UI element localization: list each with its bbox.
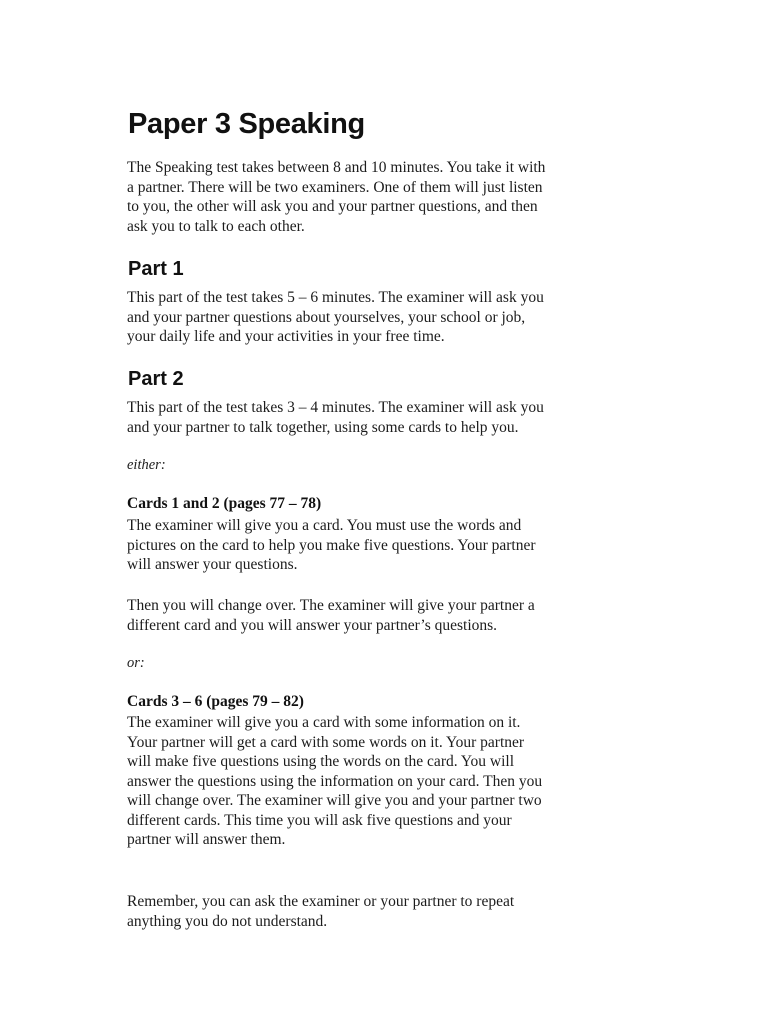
cards-a-paragraph	[127, 516, 536, 575]
cards-b-line: answer the questions using the information on your card. Then you	[127, 772, 543, 790]
cards-b-line: will change over. The examiner will give you and your partner two	[127, 792, 542, 809]
intro-line: a partner. There will be two examiners. One of them will just listen	[127, 178, 543, 196]
cards-a-line: will answer your questions.	[127, 556, 298, 573]
part1-paragraph	[127, 288, 544, 347]
intro-line: to you, the other will ask you and your partner questions, and then	[127, 198, 538, 215]
or-label: or:	[127, 655, 145, 671]
part1-heading: Part 1	[128, 258, 184, 280]
cards-a-line: pictures on the card to help you make five questions. Your partner	[127, 536, 536, 554]
cards-a-line: Then you will change over. The examiner will give your partner a	[127, 597, 535, 614]
part2-line: This part of the test takes 3 – 4 minutes. The examiner will ask you	[127, 399, 544, 416]
part2-paragraph	[127, 398, 544, 437]
cards-a-line: different card and you will answer your partner’s questions.	[127, 616, 498, 634]
remember-paragraph	[127, 892, 514, 931]
either-label: either:	[127, 457, 166, 473]
intro-line: The Speaking test takes between 8 and 10 minutes. You take it with	[127, 159, 546, 176]
part1-line: and your partner questions about yourselves, your school or job,	[127, 308, 526, 326]
remember-line: Remember, you can ask the examiner or your partner to repeat	[127, 893, 515, 910]
cards-b-heading: Cards 3 – 6 (pages 79 – 82)	[127, 693, 304, 710]
cards-a-line: The examiner will give you a card. You must use the words and	[127, 517, 522, 534]
page-title: Paper 3 Speaking	[128, 108, 365, 140]
part2-heading: Part 2	[128, 368, 184, 390]
cards-a-paragraph-2	[127, 596, 535, 635]
cards-b-line: Your partner will get a card with some words on it. Your partner	[127, 733, 525, 751]
cards-a-heading: Cards 1 and 2 (pages 77 – 78)	[127, 495, 322, 512]
cards-b-paragraph	[127, 713, 542, 850]
intro-line: ask you to talk to each other.	[127, 217, 305, 235]
intro-paragraph	[127, 158, 545, 236]
remember-line: anything you do not understand.	[127, 912, 328, 930]
cards-b-line: partner will answer them.	[127, 831, 286, 848]
part1-line: This part of the test takes 5 – 6 minutes. The examiner will ask you	[127, 289, 544, 306]
cards-b-line: The examiner will give you a card with some information on it.	[127, 714, 521, 731]
part2-line: and your partner to talk together, using some cards to help you.	[127, 418, 519, 436]
part1-line: your daily life and your activities in your free time.	[127, 328, 445, 345]
cards-b-line: will make five questions using the words on the card. You will	[127, 753, 515, 770]
cards-b-line: different cards. This time you will ask five questions and your	[127, 811, 512, 829]
